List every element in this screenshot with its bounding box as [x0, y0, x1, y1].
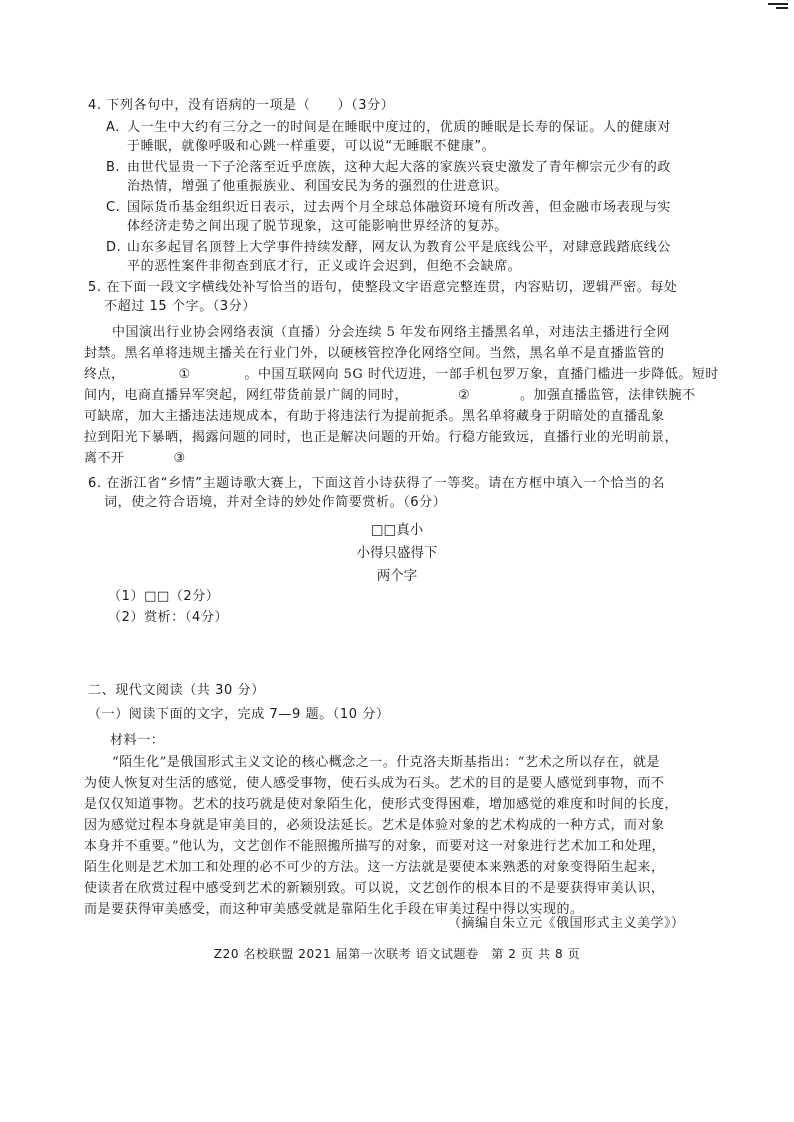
q4-option-c-line1: 国际货币基金组织近日表示，过去两个月全球总体融资环境有所改善，但金融市场表现与实 — [127, 200, 672, 215]
poem-line1: □□真小 — [370, 522, 424, 538]
material-line: 使读者在欣赏过程中感受到艺术的新颖别致。可以说，文艺创作的根本目的不是要获得审美认识， — [84, 881, 665, 896]
material-line: 因为感觉过程本身就是审美目的，必须设法延长。艺术是体验对象的艺术构成的一种方式，而对象 — [84, 818, 665, 833]
q5-passage-line4 — [84, 387, 696, 405]
page-footer: Z20 名校联盟 2021 届第一次联考 语文试题卷 第 2 页 共 8 页 — [213, 947, 581, 961]
q4-option-d-letter: D. — [106, 240, 122, 255]
q5-passage-line7-start: 离不开 — [84, 451, 125, 466]
q5-passage-line3 — [84, 366, 719, 384]
q4-option-c-letter: C. — [106, 200, 121, 215]
q4-option-d-line2: 平的恶性案件非彻查到底才行，正义或许会迟到，但绝不会缺席。 — [127, 259, 522, 274]
q5-stem-line2: 不超过 15 个字。（3分） — [104, 299, 256, 314]
poem-line3: 两个字 — [376, 568, 418, 584]
q5-stem-line1: 5. 在下面一段文字横线处补写恰当的语句，使整段文字语意完整连贯，内容贴切，逻辑严密。每处 — [88, 280, 678, 295]
q5-passage-line7 — [84, 450, 235, 468]
material-line: “陌生化”是俄国形式主义文论的核心概念之一。什克洛夫斯基指出：“艺术之所以存在，就是 — [112, 755, 660, 770]
section2-title: 二、现代文阅读（共 30 分） — [88, 683, 265, 698]
material-line: 是仅仅知道事物。艺术的技巧就是使对象陌生化，使形式变得困难，增加感觉的难度和时间的长度， — [84, 797, 679, 812]
q4-option-b-line1: 由世代显贵一下子沦落至近乎庶族，这种大起大落的家族兴衰史激发了青年柳宗元少有的政 — [127, 160, 672, 175]
q4-option-a-letter: A. — [106, 120, 120, 135]
q4-option-b-line2: 治热情，增强了他重振族业、利国安民为务的强烈的仕进意识。 — [127, 179, 508, 194]
q4-stem: 4. 下列各句中，没有语病的一项是（ ）（3分） — [88, 98, 395, 113]
blank-2: ② — [457, 388, 471, 403]
material-line: 陌生化则是艺术加工和处理的必不可少的方法。这一方法就是要使本来熟悉的对象变得陌生起来， — [84, 860, 665, 875]
material-source: （摘编自朱立元《俄国形式主义美学》） — [448, 916, 685, 931]
material-line: 而是要获得审美感受，而这种审美感受就是靠陌生化手段在审美过程中得以实现的。 — [84, 902, 584, 917]
q5-passage-line5: 可缺席，加大主播违法违规成本，有助于将违法行为提前扼杀。黑名单将藏身于阴暗处的直播乱象 — [84, 409, 665, 424]
blank-3: ③ — [173, 451, 186, 466]
q5-passage-line3-end: 。中国互联网向 5G 时代迈进，一部手机包罗万象，直播门槛进一步降低。短时 — [244, 367, 719, 382]
q5-passage-line6: 拉到阳光下暴晒，揭露问题的同时，也正是解决问题的开始。行稳方能致远，直播行业的光明前景， — [84, 430, 679, 445]
section2-subtitle: （一）阅读下面的文字，完成 7—9 题。（10 分） — [88, 707, 390, 722]
material-line: 本身并不重要。”他认为，文艺创作不能照搬所描写的对象，而要对这一对象进行艺术加工和处理， — [84, 839, 666, 854]
q4-option-a-line1: 人一生中大约有三分之一的时间是在睡眠中度过的，优质的睡眠是长寿的保证。人的健康对 — [127, 120, 672, 135]
q6-answer-1: （1）□□（2分） — [108, 589, 220, 604]
q4-option-a-line2: 于睡眠，就像呼吸和心跳一样重要，可以说“无睡眠不健康”。 — [127, 139, 496, 154]
q6-answer-2: （2）赏析：（4分） — [108, 610, 229, 625]
q4-option-b-letter: B. — [106, 160, 121, 175]
corner-mark — [768, 3, 788, 13]
q5-passage-line3-start: 终点， — [84, 367, 125, 382]
q6-stem-line1: 6. 在浙江省“乡情”主题诗歌大赛上，下面这首小诗获得了一等奖。请在方框中填入一个恰当的名 — [88, 476, 666, 491]
material-title: 材料一： — [110, 733, 165, 748]
blank-1: ① — [178, 367, 191, 382]
q5-passage-line1: 中国演出行业协会网络表演（直播）分会连续 5 年发布网络主播黑名单，对违法主播进行全网 — [112, 325, 671, 340]
q4-option-c-line2: 体经济走势之间出现了脱节现象，这可能影响世界经济的复苏。 — [127, 219, 508, 234]
q6-stem-line2: 词，使之符合语境，并对全诗的妙处作简要赏析。（6分） — [104, 495, 447, 510]
poem-line2: 小得只盛得下 — [356, 545, 438, 561]
q4-option-d-line1: 山东多起冒名顶替上大学事件持续发酵，网友认为教育公平是底线公平，对肆意践踏底线公 — [127, 240, 672, 255]
q5-passage-line4-end: 。加强直播监管，法律铁腕不 — [520, 388, 696, 403]
q5-passage-line4-start: 间内，电商直播异军突起，网红带货前景广阔的同时， — [84, 388, 409, 403]
material-line: 为使人恢复对生活的感觉，使人感受事物，使石头成为石头。艺术的目的是要人感觉到事物，而不 — [84, 776, 665, 791]
q5-passage-line2: 封禁。黑名单将违规主播关在行业门外，以硬核管控净化网络空间。当然，黑名单不是直播监管的 — [84, 346, 665, 361]
